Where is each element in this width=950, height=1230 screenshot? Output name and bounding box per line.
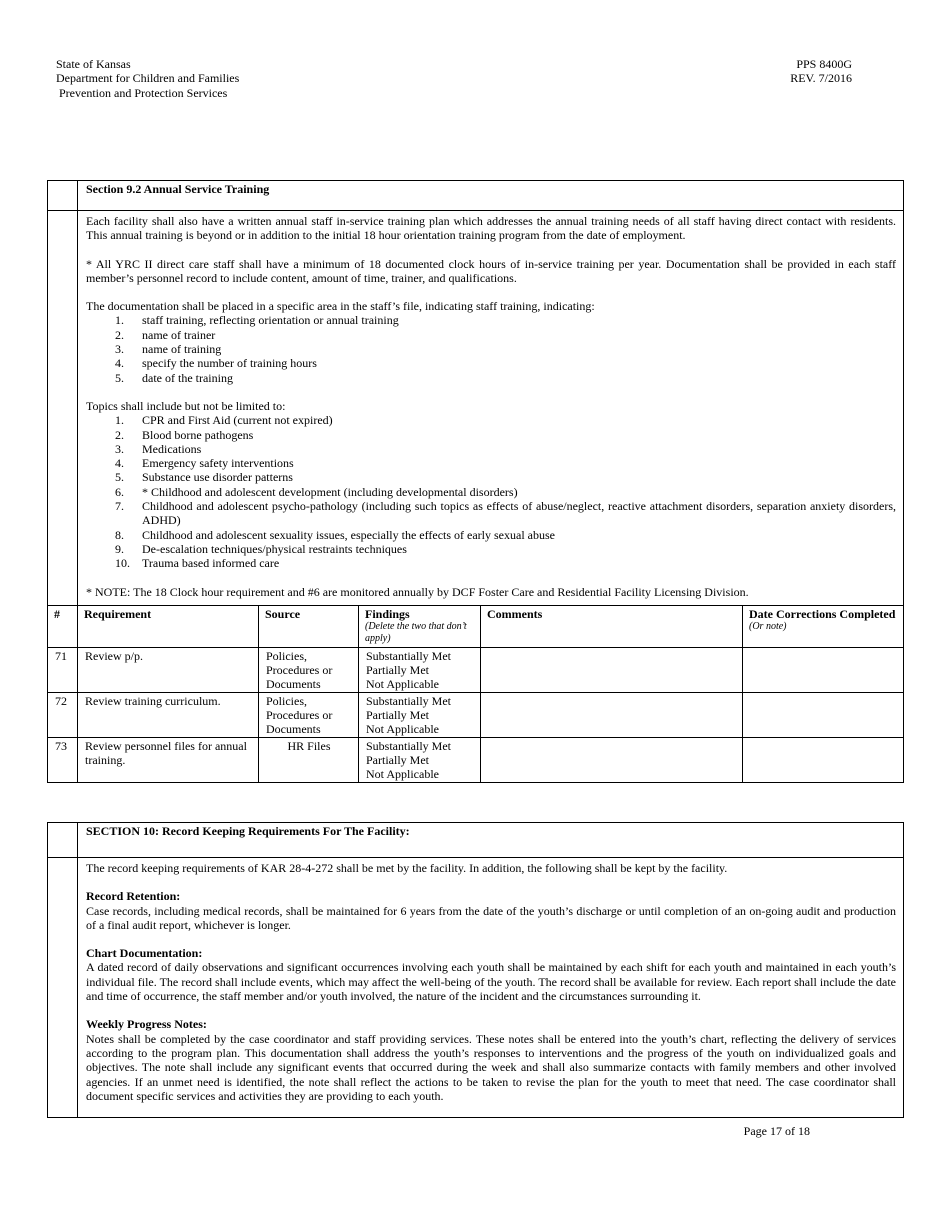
row-source: Policies, Procedures or Documents <box>259 647 359 692</box>
finding-option[interactable]: Partially Met <box>366 752 429 767</box>
list-item: 4. Emergency safety interventions <box>115 456 294 471</box>
date-corrections-label: Date Corrections Completed <box>749 606 896 621</box>
date-corrections-note: (Or note) <box>749 621 787 633</box>
row-comments[interactable] <box>481 737 743 782</box>
row-findings <box>359 647 481 692</box>
section-10-table <box>47 822 904 1118</box>
list-item: 7. Childhood and adolescent psycho-pathology (including such topics as effects of abuse/neglect, reactive attachment disorders, separation anxiety disorders, ADHD) <box>115 499 897 528</box>
findings-label: Findings <box>365 606 410 621</box>
section-9-2-paragraph-3: The documentation shall be placed in a specific area in the staff’s file, indicating staff training, indicating: <box>86 299 595 314</box>
column-header-findings <box>359 605 481 647</box>
table-row <box>48 692 904 737</box>
finding-option[interactable]: Partially Met <box>366 663 429 678</box>
topics-list <box>86 413 896 570</box>
finding-option[interactable]: Partially Met <box>366 708 429 723</box>
header-state: State of Kansas <box>56 57 131 71</box>
section-9-2-title: Section 9.2 Annual Service Training <box>78 181 904 211</box>
list-item: 3. Medications <box>115 441 202 456</box>
finding-option[interactable]: Not Applicable <box>366 767 439 782</box>
header-revision: REV. 7/2016 <box>790 71 852 86</box>
row-number: 73 <box>48 737 78 782</box>
section-9-2-body <box>78 211 904 606</box>
row-findings <box>359 737 481 782</box>
chart-documentation-text: A dated record of daily observations and significant occurrences involving each youth shall be maintained by each shift for each youth and maintained in each youth’s individual file. The record shall include events, which may affect the well-being of the youth. The record shall be available for review. Each report shall include the date and time of occurrence, the staff member and/or youth involved, the nature of the incident and the circumstances surrounding it. <box>86 960 896 1004</box>
header-left <box>56 57 456 100</box>
list-item: 1. staff training, reflecting orientation or annual training <box>115 313 399 328</box>
title-spacer-cell <box>48 181 78 211</box>
finding-option[interactable]: Not Applicable <box>366 722 439 737</box>
row-comments[interactable] <box>481 647 743 692</box>
row-source: HR Files <box>259 737 359 782</box>
list-item: 9. De-escalation techniques/physical restraints techniques <box>115 541 407 556</box>
title-spacer-cell <box>48 823 78 858</box>
section-9-2-paragraph-4: Topics shall include but not be limited to: <box>86 398 286 413</box>
header-department: Department for Children and Families <box>56 71 240 86</box>
row-date-corrections[interactable] <box>743 737 904 782</box>
row-requirement: Review training curriculum. <box>78 692 259 737</box>
section-10-title: SECTION 10: Record Keeping Requirements For The Facility: <box>78 823 904 858</box>
row-source: Policies, Procedures or Documents <box>259 692 359 737</box>
list-item: 4. specify the number of training hours <box>115 356 317 371</box>
section-10-body <box>78 858 904 1118</box>
table-row <box>48 647 904 692</box>
finding-option[interactable]: Substantially Met <box>366 738 451 753</box>
section-10-intro: The record keeping requirements of KAR 28-4-272 shall be met by the facility. In addition, the following shall be kept by the facility. <box>86 861 728 875</box>
row-requirement: Review p/p. <box>78 647 259 692</box>
list-item: 5. date of the training <box>115 370 233 385</box>
column-header-comments: Comments <box>481 605 743 647</box>
column-header-date-corrections <box>743 605 904 647</box>
section-9-2-paragraph-1: Each facility shall also have a written annual staff in-service training plan which addresses the annual training needs of all staff having direct contact with residents. This annual training is beyond or in addition to the initial 18 hour orientation training program from the date of employment. <box>86 214 897 243</box>
row-requirement: Review personnel files for annual training. <box>78 737 259 782</box>
section-9-2-table <box>47 180 904 783</box>
documentation-list <box>86 313 896 384</box>
page-number: Page 17 of 18 <box>743 1124 810 1138</box>
row-comments[interactable] <box>481 692 743 737</box>
weekly-progress-heading: Weekly Progress Notes: <box>86 1017 207 1032</box>
column-header-number: # <box>48 605 78 647</box>
row-number: 71 <box>48 647 78 692</box>
header-right <box>700 57 852 86</box>
row-date-corrections[interactable] <box>743 647 904 692</box>
list-item: 10. Trauma based informed care <box>115 556 280 571</box>
findings-note: (Delete the two that don’t apply) <box>365 621 467 645</box>
section-9-2-note: * NOTE: The 18 Clock hour requirement and #6 are monitored annually by DCF Foster Care and Residential Facility Licensing Division. <box>86 584 749 599</box>
list-item: 3. name of training <box>115 342 222 357</box>
body-spacer-cell <box>48 211 78 606</box>
finding-option[interactable]: Substantially Met <box>366 693 451 708</box>
finding-option[interactable]: Substantially Met <box>366 648 451 663</box>
weekly-progress-text: Notes shall be completed by the case coordinator and staff providing services. These notes shall be entered into the youth’s chart, reflecting the delivery of services according to the program plan. This documentation shall address the youth’s responses to interventions and the progress of the youth on individualized goals and objectives. The note shall include any significant events that occurred during the week and shall also summarize contacts with family members and other involved agencies. If an unmet need is identified, the note shall reflect the actions to be taken to revise the plan for the youth to meet that need. The case coordinator shall document specific services and activities they are providing to each youth. <box>86 1031 896 1103</box>
body-spacer-cell <box>48 858 78 1118</box>
finding-option[interactable]: Not Applicable <box>366 677 439 692</box>
section-9-2-paragraph-2: * All YRC II direct care staff shall have a minimum of 18 documented clock hours of in-service training per year. Documentation shall be provided in each staff member’s personnel record to include content, amount of time, trainer, and qualifications. <box>86 256 897 285</box>
list-item: 2. Blood borne pathogens <box>115 427 254 442</box>
column-header-requirement: Requirement <box>78 605 259 647</box>
column-header-source: Source <box>259 605 359 647</box>
row-date-corrections[interactable] <box>743 692 904 737</box>
list-item: 2. name of trainer <box>115 327 216 342</box>
row-findings <box>359 692 481 737</box>
header-form-number: PPS 8400G <box>796 57 852 71</box>
list-item: 6. * Childhood and adolescent development (including developmental disorders) <box>115 484 518 499</box>
header-division: Prevention and Protection Services <box>59 85 228 100</box>
record-retention-heading: Record Retention: <box>86 889 181 904</box>
row-number: 72 <box>48 692 78 737</box>
list-item: 1. CPR and First Aid (current not expired) <box>115 413 333 428</box>
table-row <box>48 737 904 782</box>
list-item: 5. Substance use disorder patterns <box>115 470 293 485</box>
chart-documentation-heading: Chart Documentation: <box>86 946 203 961</box>
list-item: 8. Childhood and adolescent sexuality issues, especially the effects of early sexual abuse <box>115 527 555 542</box>
record-retention-text: Case records, including medical records, shall be maintained for 6 years from the date of the youth’s discharge or until completion of an on-going audit and production of a final audit report, whichever is longer. <box>86 903 896 932</box>
